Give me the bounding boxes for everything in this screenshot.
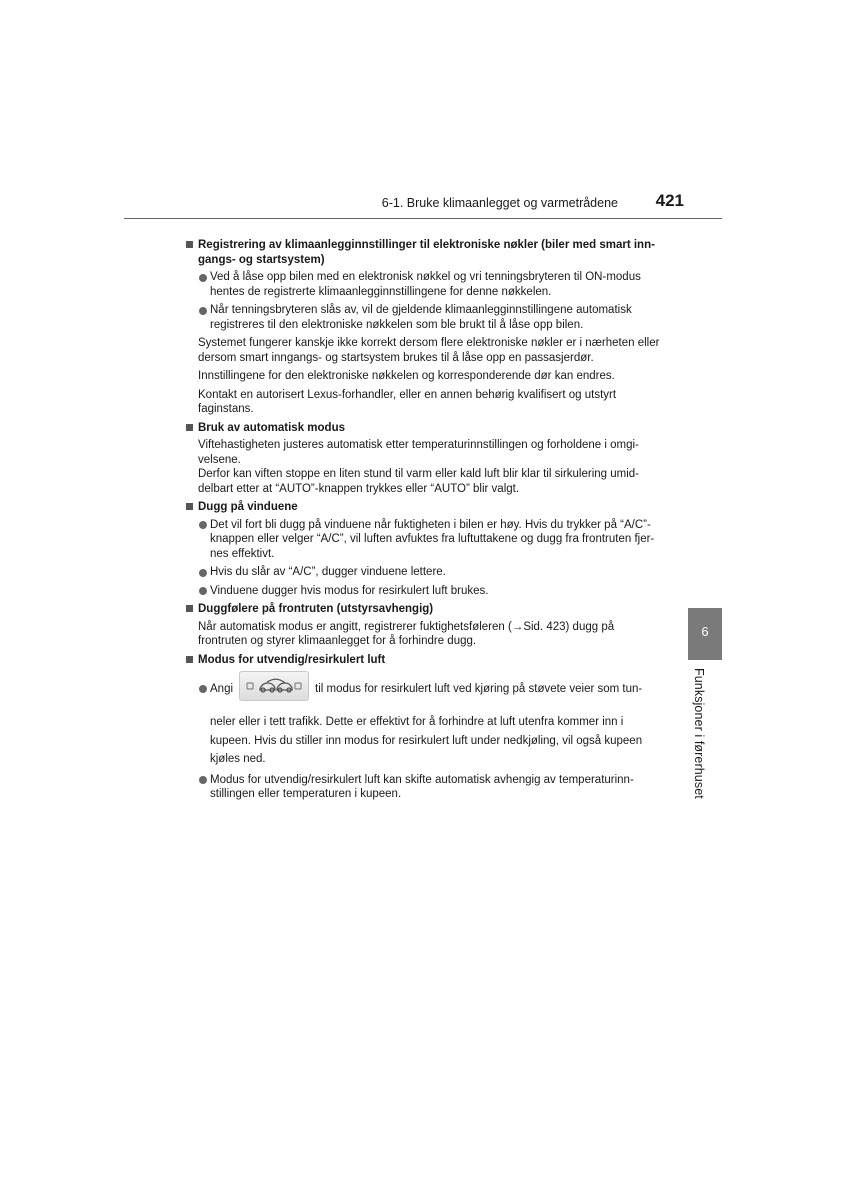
section-title: 6-1. Bruke klimaanlegget og varmetrådene	[381, 196, 618, 210]
page-content	[184, 238, 664, 806]
page-header	[124, 190, 722, 219]
bullet-text-rest: neler eller i tett trafikk. Dette er effektivt for å forhindre at luft utenfra kommer inn i kupeen. Hvis du stiller inn modus for resirkulert luft under nedkjøling, vil også kupeen kjøles ned.	[210, 716, 643, 765]
section-heading: Bruk av automatisk modus	[184, 421, 664, 436]
bullet-text-after: til modus for resirkulert luft ved kjøring på støvete veier som tun-	[315, 683, 643, 695]
bullet-item: Modus for utvendig/resirkulert luft kan skifte automatisk avhengig av temperaturinn-stillingen eller temperaturen i kupeen.	[184, 773, 664, 802]
chapter-tab	[688, 608, 722, 660]
section-heading: Registrering av klimaanlegginnstillinger til elektroniske nøkler (biler med smart inn-gangs- og startsystem)	[184, 238, 664, 267]
section-heading: Duggfølere på frontruten (utstyrsavhengig)	[184, 602, 664, 617]
bullet-item: Hvis du slår av “A/C”, dugger vinduene lettere.	[184, 565, 664, 580]
button-line	[210, 677, 664, 707]
paragraph: Viftehastigheten justeres automatisk etter temperaturinnstillingen og forholdene i omgi-velsene.	[198, 439, 639, 466]
paragraph: Systemet fungerer kanskje ikke korrekt dersom flere elektroniske nøkler er i nærheten eller dersom smart inngangs- og startsystem brukes til å låse opp en passasjerdør.	[198, 337, 660, 364]
section-heading: Dugg på vinduene	[184, 500, 664, 515]
bullet-text-before: Angi	[210, 683, 234, 695]
page-number: 421	[655, 191, 684, 210]
bullet-item	[184, 677, 664, 769]
section-auto-mode	[184, 421, 664, 497]
chapter-number: 6	[701, 624, 709, 639]
paragraph: Innstillingene for den elektroniske nøkkelen og korresponderende dør kan endres.	[198, 370, 615, 382]
recirculation-button-icon	[239, 671, 309, 701]
paragraph: Når automatisk modus er angitt, registrerer fuktighetsføleren (→Sid. 423) dugg på frontruten og styrer klimaanlegget for å forhindre dugg.	[198, 620, 615, 647]
section-window-fog	[184, 500, 664, 598]
bullet-item: Når tenningsbryteren slås av, vil de gjeldende klimaanlegginnstillingene automatisk registreres til den elektroniske nøkkelen som ble brukt til å låse opp bilen.	[184, 303, 664, 332]
paragraph: Kontakt en autorisert Lexus-forhandler, eller en annen behørig kvalifisert og utstyrt faginstans.	[198, 388, 617, 415]
bullet-item: Vinduene dugger hvis modus for resirkulert luft brukes.	[184, 584, 664, 599]
paragraph: Derfor kan viften stoppe en liten stund til varm eller kald luft blir klar til sirkulering umid-delbart etter at “AUTO”-knappen trykkes eller “AUTO” blir valgt.	[198, 468, 640, 495]
chapter-label: Funksjoner i førerhuset	[692, 668, 706, 799]
bullet-item: Ved å låse opp bilen med en elektronisk nøkkel og vri tenningsbryteren til ON-modus hentes de registrerte klimaanlegginnstillingene for denne nøkkelen.	[184, 270, 664, 299]
section-key-registration	[184, 238, 664, 417]
bullet-item: Det vil fort bli dugg på vinduene når fuktigheten i bilen er høy. Hvis du trykker på “A/C”-knappen eller velger “A/C”, vil luften avfuktes fra luftuttakene og dugg fra frontruten fjer-nes effektivt.	[184, 518, 664, 562]
section-air-mode	[184, 653, 664, 802]
section-heading: Modus for utvendig/resirkulert luft	[184, 653, 664, 668]
section-fog-sensor	[184, 602, 664, 649]
